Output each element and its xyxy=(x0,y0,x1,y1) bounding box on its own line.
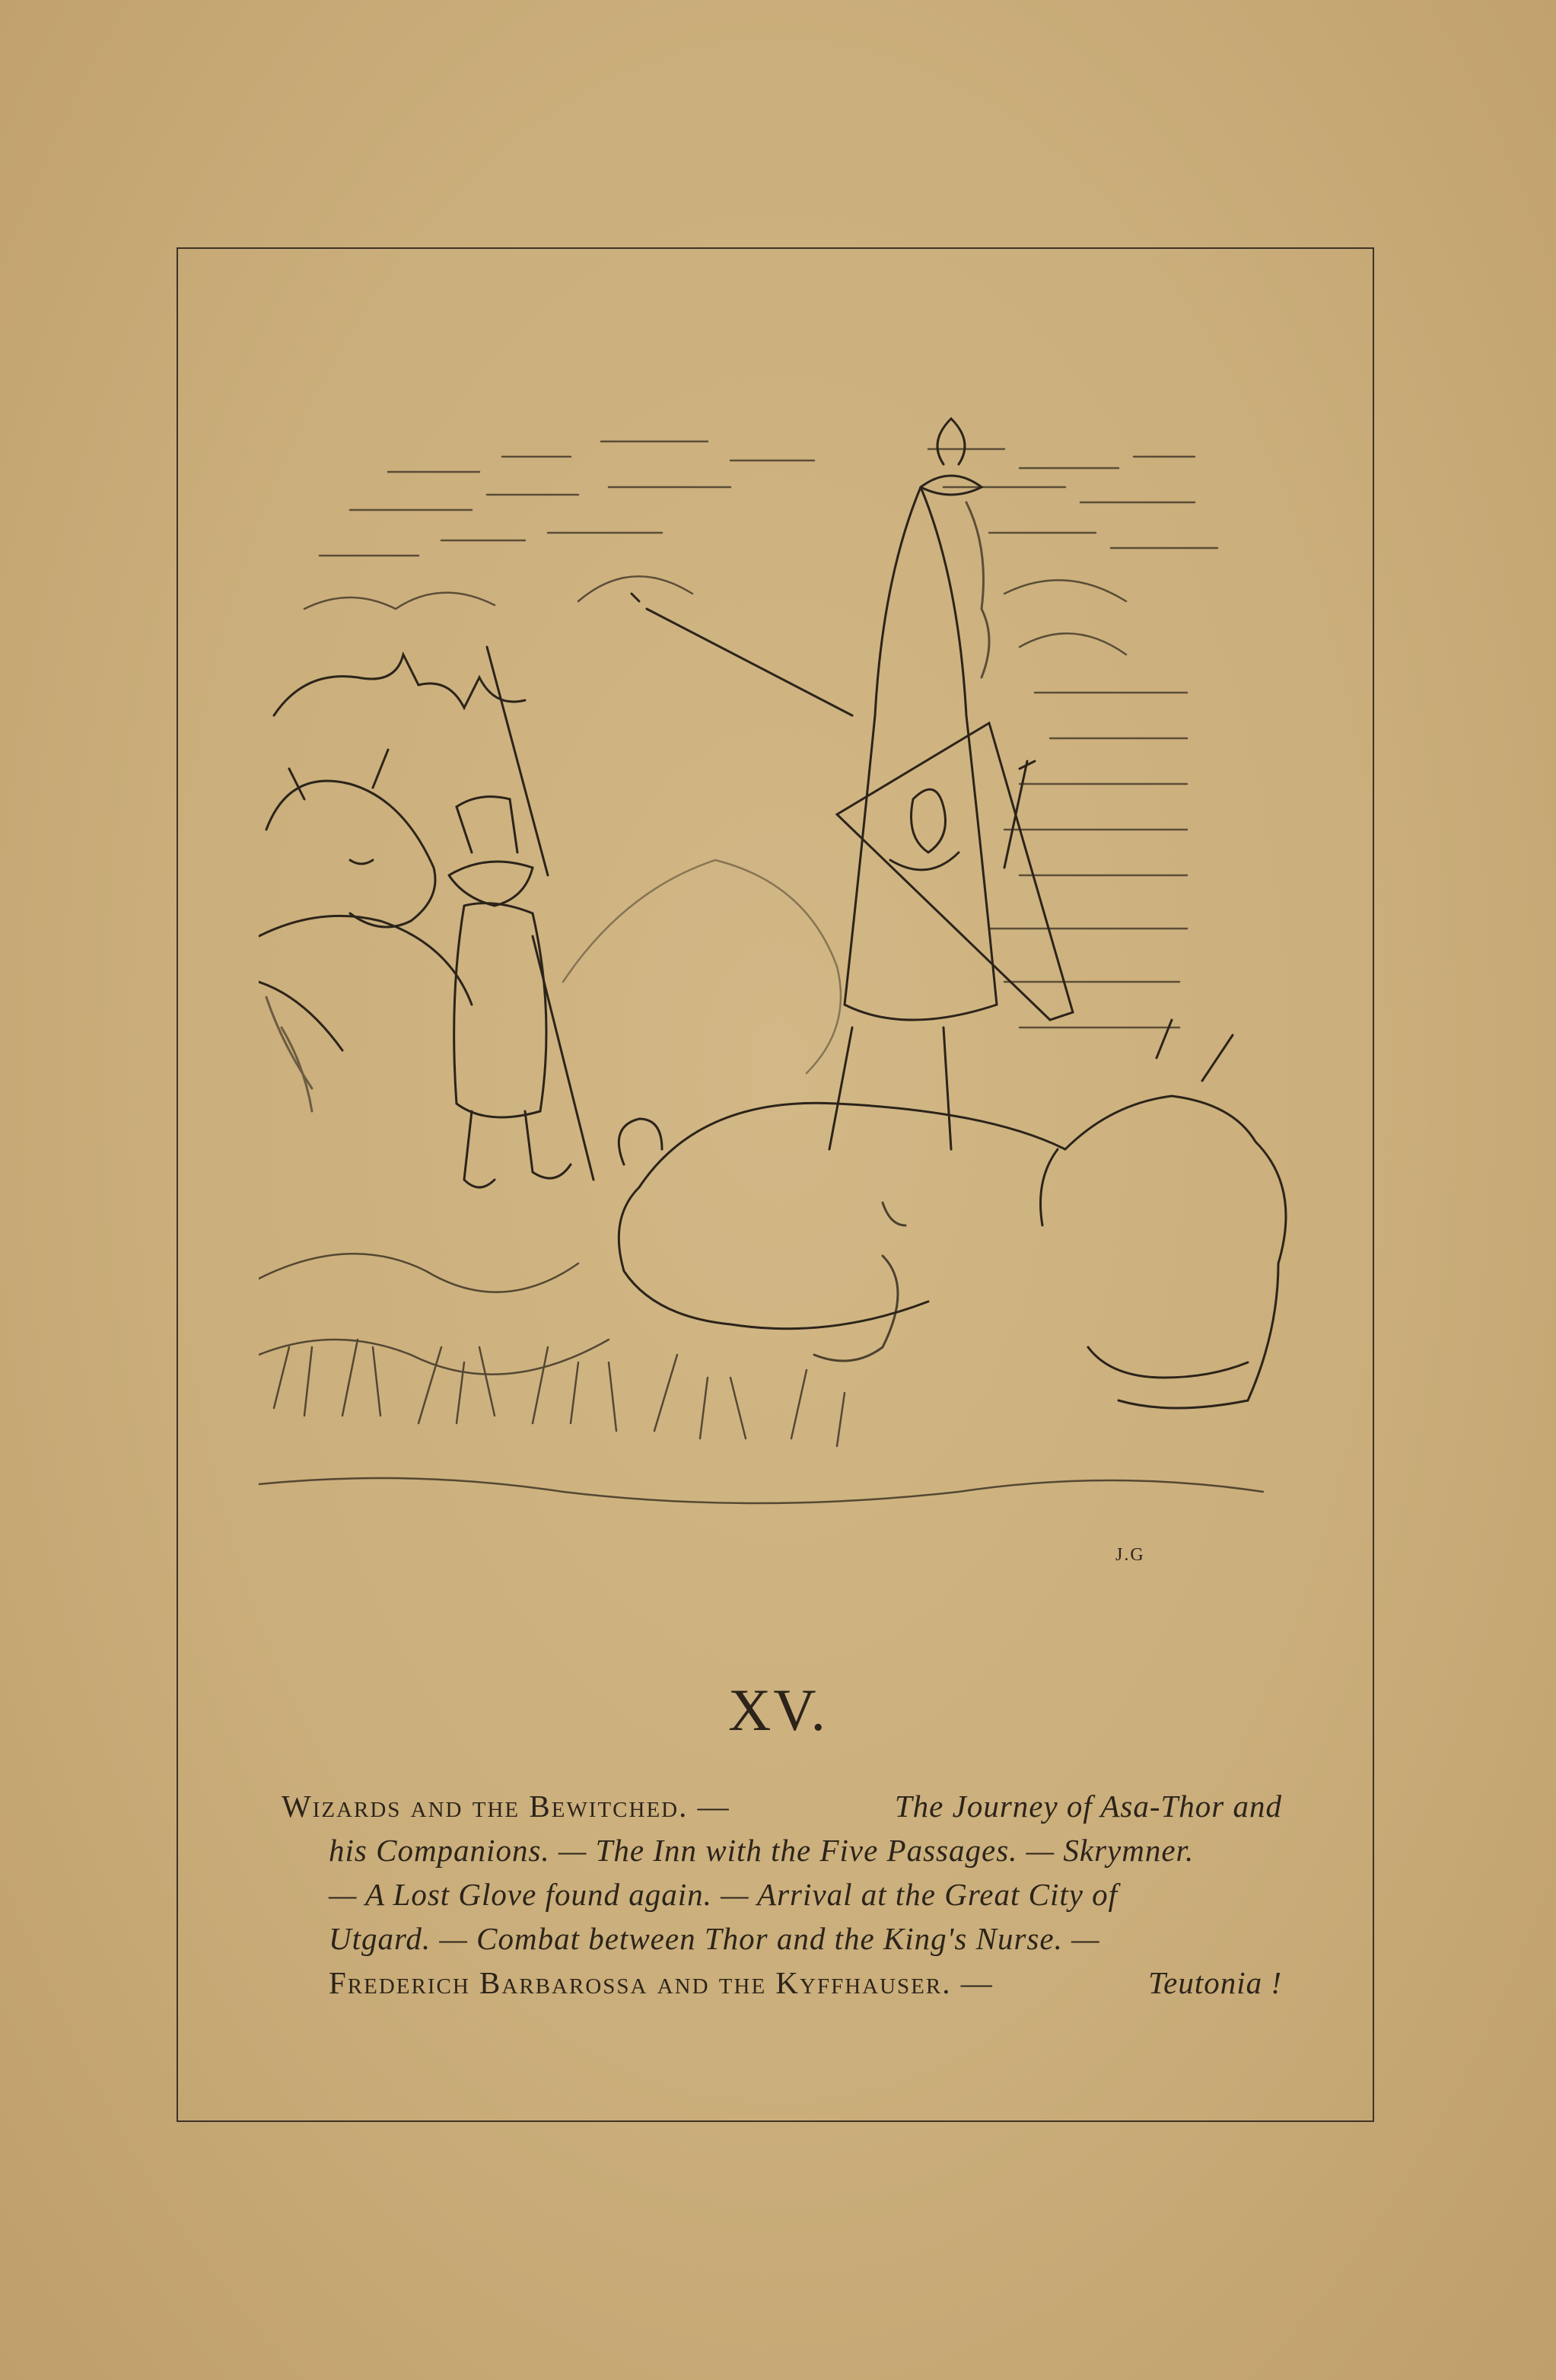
synopsis-text: Teutonia ! xyxy=(1148,1965,1282,2000)
engraving-illustration xyxy=(259,403,1293,1568)
synopsis-text: The Journey of Asa-Thor and xyxy=(894,1789,1282,1824)
chapter-number: XV. xyxy=(727,1677,829,1743)
synopsis-line xyxy=(282,1784,1282,1828)
synopsis-text: Wizards and the Bewitched. — xyxy=(282,1789,730,1824)
sky-hatching xyxy=(304,441,1217,1028)
artist-initials: J.G xyxy=(1115,1545,1145,1565)
synopsis-line xyxy=(282,1916,1282,1961)
synopsis-text: his Companions. — The Inn with the Five Passages. — Skrymner. xyxy=(329,1833,1195,1868)
synopsis-text: — A Lost Glove found again. — Arrival at the Great City of xyxy=(329,1877,1118,1912)
synopsis-line xyxy=(282,1961,1282,2005)
synopsis-line xyxy=(282,1828,1282,1872)
bull-figure xyxy=(619,1020,1286,1408)
synopsis-text: Utgard. — Combat between Thor and the King's Nurse. — xyxy=(329,1921,1100,1956)
knight-figure xyxy=(632,419,1073,1149)
engraving-drawing xyxy=(259,403,1293,1568)
synopsis-line xyxy=(282,1872,1282,1916)
synopsis-text: Frederich Barbarossa and the Kyffhauser. — xyxy=(329,1965,994,2000)
chapter-synopsis xyxy=(282,1784,1282,2005)
boy-figure xyxy=(449,647,593,1187)
cattle-left xyxy=(259,655,525,1111)
grass-hatching xyxy=(259,860,1263,1503)
